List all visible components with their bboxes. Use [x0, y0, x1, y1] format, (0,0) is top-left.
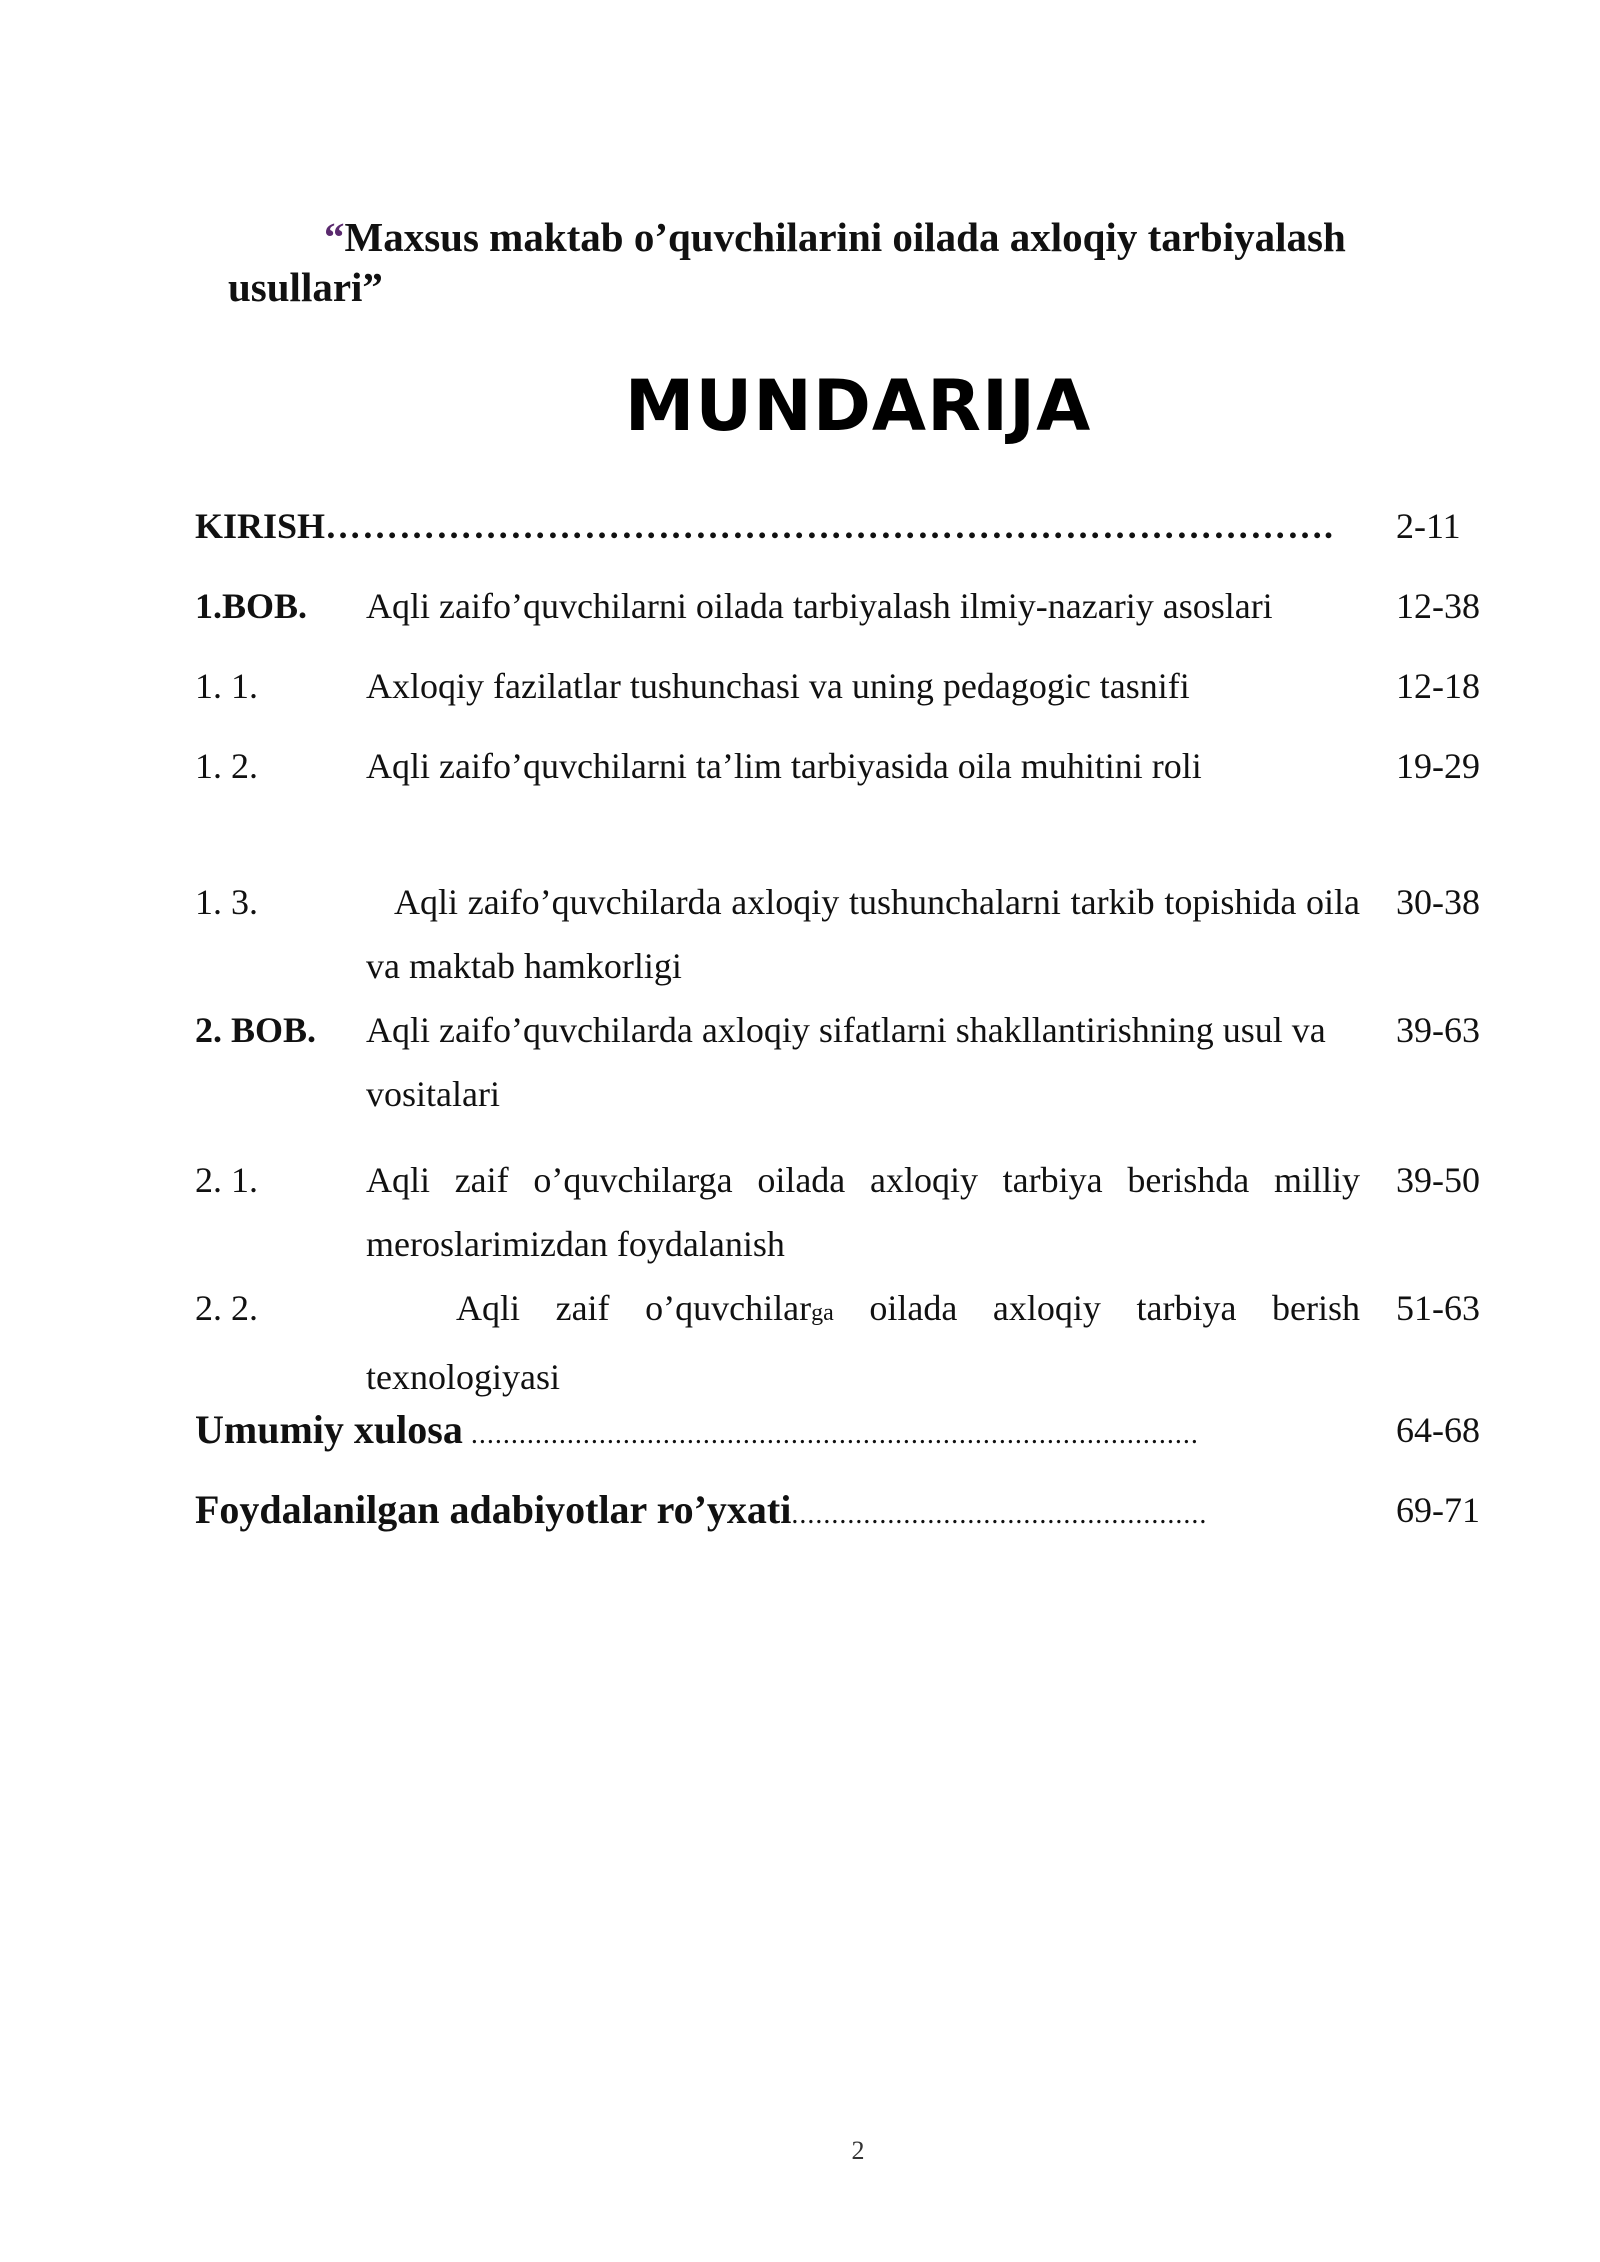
- contents-heading: MUNDARIJA: [624, 365, 1092, 447]
- toc-number: 2. BOB.: [195, 1010, 317, 1050]
- toc-adabiyotlar-dots: ....................................................: [791, 1499, 1208, 1530]
- toc-pages: 51-63: [1396, 1288, 1480, 1328]
- toc-adabiyotlar-label: Foydalanilgan adabiyotlar ro’yxati....................................................: [195, 1487, 1208, 1532]
- toc-xulosa-label: Umumiy xulosa ...........................................................................................: [195, 1407, 1199, 1452]
- document-title: [228, 212, 1428, 312]
- toc-number: 1. 3.: [195, 882, 258, 922]
- toc-pages: 39-50: [1396, 1160, 1480, 1200]
- toc-number: 1. 1.: [195, 666, 258, 706]
- toc-number: 2. 1.: [195, 1160, 258, 1200]
- title-open-quote: “: [324, 214, 345, 260]
- toc-text: Aqli zaifo’quvchilarda axloqiy tushunchalarni tarkib topishida oila va maktab hamkorligi: [366, 882, 1360, 986]
- toc-pages: 39-63: [1396, 1010, 1480, 1050]
- title-line-2: usullari”: [228, 264, 383, 310]
- toc-pages: 30-38: [1396, 882, 1480, 922]
- toc-number: 1.BOB.: [195, 586, 308, 626]
- toc-text: Aqli zaif o’quvchilarga oilada axloqiy tarbiya berishda milliy meroslarimizdan foydalanish: [366, 1160, 1360, 1264]
- toc-pages: 12-18: [1396, 666, 1480, 706]
- toc-text: Axloqiy fazilatlar tushunchasi va uning pedagogic tasnifi: [366, 666, 1190, 706]
- toc-number: 1. 2.: [195, 746, 258, 786]
- toc-kirish-pages: 2-11: [1396, 506, 1461, 546]
- toc-kirish-label: KIRISH……………………………………………………………………….: [195, 506, 1335, 546]
- toc-text: Aqli zaifo’quvchilarni oilada tarbiyalash ilmiy-nazariy asoslari: [366, 586, 1273, 626]
- toc-text: Aqli zaifo’quvchilarda axloqiy sifatlarni shakllantirishning usul va vositalari: [366, 1010, 1326, 1114]
- title-line-1: Maxsus maktab o’quvchilarini oilada axloqiy tarbiyalash: [344, 214, 1346, 260]
- toc-xulosa-dots: ...........................................................................................: [462, 1419, 1199, 1450]
- toc-pages: 19-29: [1396, 746, 1480, 786]
- toc-number: 2. 2.: [195, 1288, 258, 1328]
- page-number: 2: [851, 2136, 865, 2165]
- toc-xulosa-pages: 64-68: [1396, 1410, 1480, 1450]
- toc-kirish-dots: ……………………………………………………………………….: [325, 506, 1335, 546]
- toc-adabiyotlar-pages: 69-71: [1396, 1490, 1480, 1530]
- toc-pages: 12-38: [1396, 586, 1480, 626]
- toc-text: Aqli zaif o’quvchilarga oilada axloqiy tarbiya berish texnologiyasi: [366, 1288, 1361, 1397]
- toc-text: Aqli zaifo’quvchilarni ta’lim tarbiyasida oila muhitini roli: [366, 746, 1202, 786]
